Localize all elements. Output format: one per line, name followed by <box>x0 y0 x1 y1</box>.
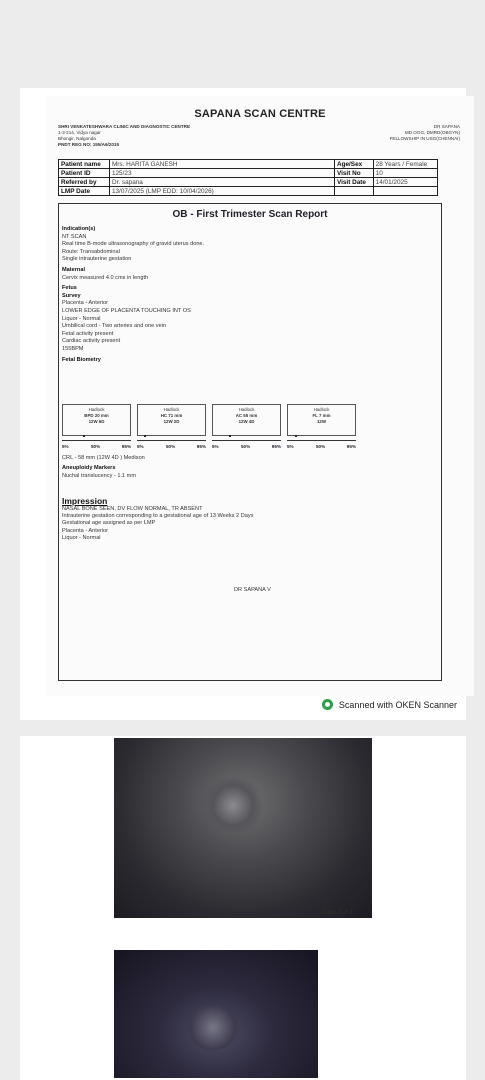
report-box <box>58 203 442 681</box>
scanned-page-2 <box>20 736 466 1080</box>
biometry-card: Hadlock BPD 20 mm 12W 6D <box>62 404 131 436</box>
biometry-card: Hadlock AC 55 mm 12W 4D <box>212 404 281 436</box>
scanner-watermark: Scanned with OKEN Scanner <box>322 699 457 710</box>
table-row: Patient name Mrs. HARITA GANESH Age/Sex 28 Years / Female <box>59 160 438 169</box>
ultrasound-image <box>114 950 318 1078</box>
table-row: Patient ID 125/23 Visit No 10 <box>59 169 438 178</box>
percentile-axis: 5% 50% 95% <box>62 440 131 455</box>
header-left: SHRI VENKATESHWARA CLINIC AND DIAGNOSTIC CENTRE 1-3-214, Vidya nagar Bhongir, Nalgonda PNDT REG NO: 155/A6/2015 <box>58 124 191 147</box>
table-row: Referred by Dr. sapana Visit Date 14/01/2025 <box>59 178 438 187</box>
report-body: Indication(s) NT SCAN Real time B-mode ultrasonography of gravid uterus done. Route: Transabdominal Single intrauterine gestation Maternal Cervix measured 4.0 cms in length Fetus Survey Placenta - Anterior LOWER EDGE OF PLACENTA TOUCHING INT OS Liquor - Normal Umbilical cord - Two arteries and one vein Fetal activity present Cardiac activity present 155BPM Fetal Biometry <box>62 226 205 363</box>
biometry-card: Hadlock HC 71 mm 12W 2D <box>137 404 206 436</box>
fetal-biometry <box>62 404 356 455</box>
biometry-card: Hadlock FL 7 mm 12W <box>287 404 356 436</box>
clinic-name: SAPANA SCAN CENTRE <box>194 108 326 120</box>
report-paper <box>46 96 474 696</box>
ultrasound-image <box>114 738 372 918</box>
report-title: OB - First Trimester Scan Report <box>172 209 328 220</box>
scanned-page-1 <box>20 88 466 720</box>
percentile-axis: 5% 50% 95% <box>137 440 206 455</box>
patient-table <box>58 159 438 196</box>
percentile-axis: 5% 50% 95% <box>212 440 281 455</box>
table-row: LMP Date 13/07/2025 (LMP EDD: 10/04/2026) <box>59 187 438 196</box>
doctor-signature: DR SAPANA V <box>234 587 271 593</box>
scanner-logo-icon <box>322 699 333 710</box>
page-number: Page 3 of 3 <box>322 910 353 916</box>
impression-section: Impression NASAL BONE SEEN, DV FLOW NORMAL, TR ABSENT Intrauterine gestation corresponding to a gestational age of 13 Weeks 2 Days Gestational age assigned as per LMP Placenta - Anterior Liquor - Normal <box>62 496 254 541</box>
biometry-notes: CRL - 58 mm (12W 4D ) Medison Aneuploidy Markers Nuchal translucency - 1.1 mm <box>62 455 145 479</box>
percentile-axis: 5% 50% 95% <box>287 440 356 455</box>
header-right: DR SAPANA MD OGG, DMRD(OBGYN) FELLOWSHIP IN USG(CHENNAI) <box>389 124 460 141</box>
